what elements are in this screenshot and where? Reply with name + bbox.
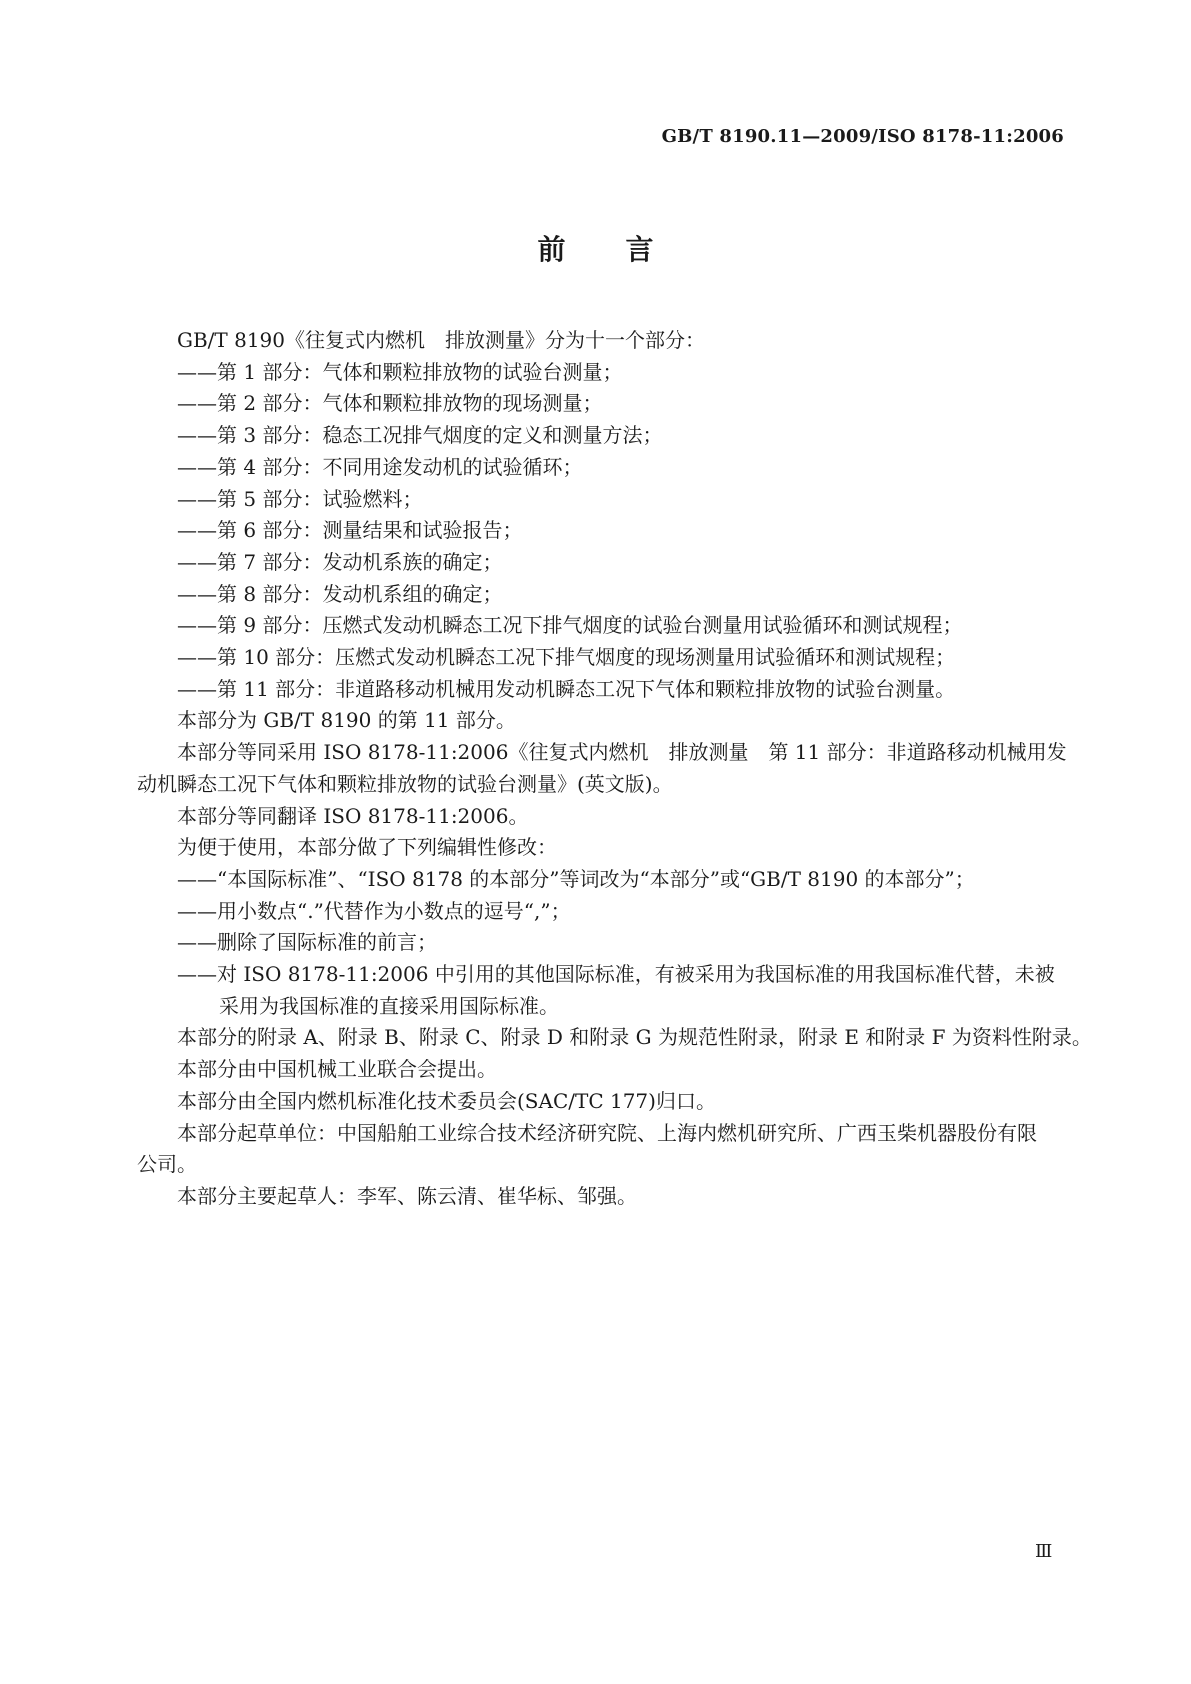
- paragraph-line: 本部分由全国内燃机标准化技术委员会(SAC/TC 177)归口。: [177, 1088, 716, 1113]
- list-item: ——第 10 部分：压燃式发动机瞬态工况下排气烟度的现场测量用试验循环和测试规程；: [177, 645, 956, 670]
- list-item: ——第 7 部分：发动机系族的确定；: [177, 549, 503, 574]
- paragraph-line: 本部分等同采用 ISO 8178-11:2006《往复式内燃机 排放测量 第 11 部分：非道路移动机械用发: [177, 740, 1067, 765]
- list-item: ——第 9 部分：压燃式发动机瞬态工况下排气烟度的试验台测量用试验循环和测试规程；: [177, 613, 963, 638]
- list-item: ——第 11 部分：非道路移动机械用发动机瞬态工况下气体和颗粒排放物的试验台测量。: [177, 676, 956, 701]
- list-item: ——第 6 部分：测量结果和试验报告；: [177, 518, 523, 543]
- list-item-continuation: 采用为我国标准的直接采用国际标准。: [219, 993, 559, 1018]
- paragraph-line: 为便于使用，本部分做了下列编辑性修改：: [177, 835, 557, 860]
- list-item: ——用小数点“.”代替作为小数点的逗号“,”；: [177, 898, 571, 923]
- list-item: ——第 5 部分：试验燃料；: [177, 486, 423, 511]
- paragraph-line: 本部分起草单位：中国船舶工业综合技术经济研究院、上海内燃机研究所、广西玉柴机器股份有限: [177, 1120, 1037, 1145]
- list-item: ——第 2 部分：气体和颗粒排放物的现场测量；: [177, 391, 603, 416]
- list-item: ——第 8 部分：发动机系组的确定；: [177, 581, 503, 606]
- page-number: Ⅲ: [1035, 1541, 1053, 1562]
- paragraph-line: GB/T 8190《往复式内燃机 排放测量》分为十一个部分：: [177, 328, 706, 352]
- paragraph-line: 本部分的附录 A、附录 B、附录 C、附录 D 和附录 G 为规范性附录，附录 E 和附录 F 为资料性附录。: [177, 1025, 1092, 1050]
- page-title: 前言: [537, 233, 714, 266]
- paragraph-line: 公司。: [137, 1152, 197, 1177]
- list-item: ——第 1 部分：气体和颗粒排放物的试验台测量；: [177, 359, 623, 384]
- paragraph-line: 本部分为 GB/T 8190 的第 11 部分。: [177, 708, 516, 733]
- paragraph-line: 本部分等同翻译 ISO 8178-11:2006。: [177, 803, 529, 828]
- list-item: ——“本国际标准”、“ISO 8178 的本部分”等词改为“本部分”或“GB/T 8190 的本部分”；: [177, 866, 975, 891]
- standard-number-header: GB/T 8190.11—2009/ISO 8178-11:2006: [661, 126, 1064, 147]
- list-item: ——删除了国际标准的前言；: [177, 930, 437, 955]
- list-item: ——对 ISO 8178-11:2006 中引用的其他国际标准，有被采用为我国标准的用我国标准代替，未被: [177, 962, 1055, 987]
- list-item: ——第 3 部分：稳态工况排气烟度的定义和测量方法；: [177, 423, 663, 448]
- list-item: ——第 4 部分：不同用途发动机的试验循环；: [177, 454, 583, 479]
- paragraph-line: 本部分主要起草人：李军、陈云清、崔华标、邹强。: [177, 1183, 637, 1208]
- paragraph-line: 本部分由中国机械工业联合会提出。: [177, 1057, 497, 1082]
- paragraph-line: 动机瞬态工况下气体和颗粒排放物的试验台测量》(英文版)。: [137, 771, 673, 796]
- foreword-body: [137, 325, 1092, 1213]
